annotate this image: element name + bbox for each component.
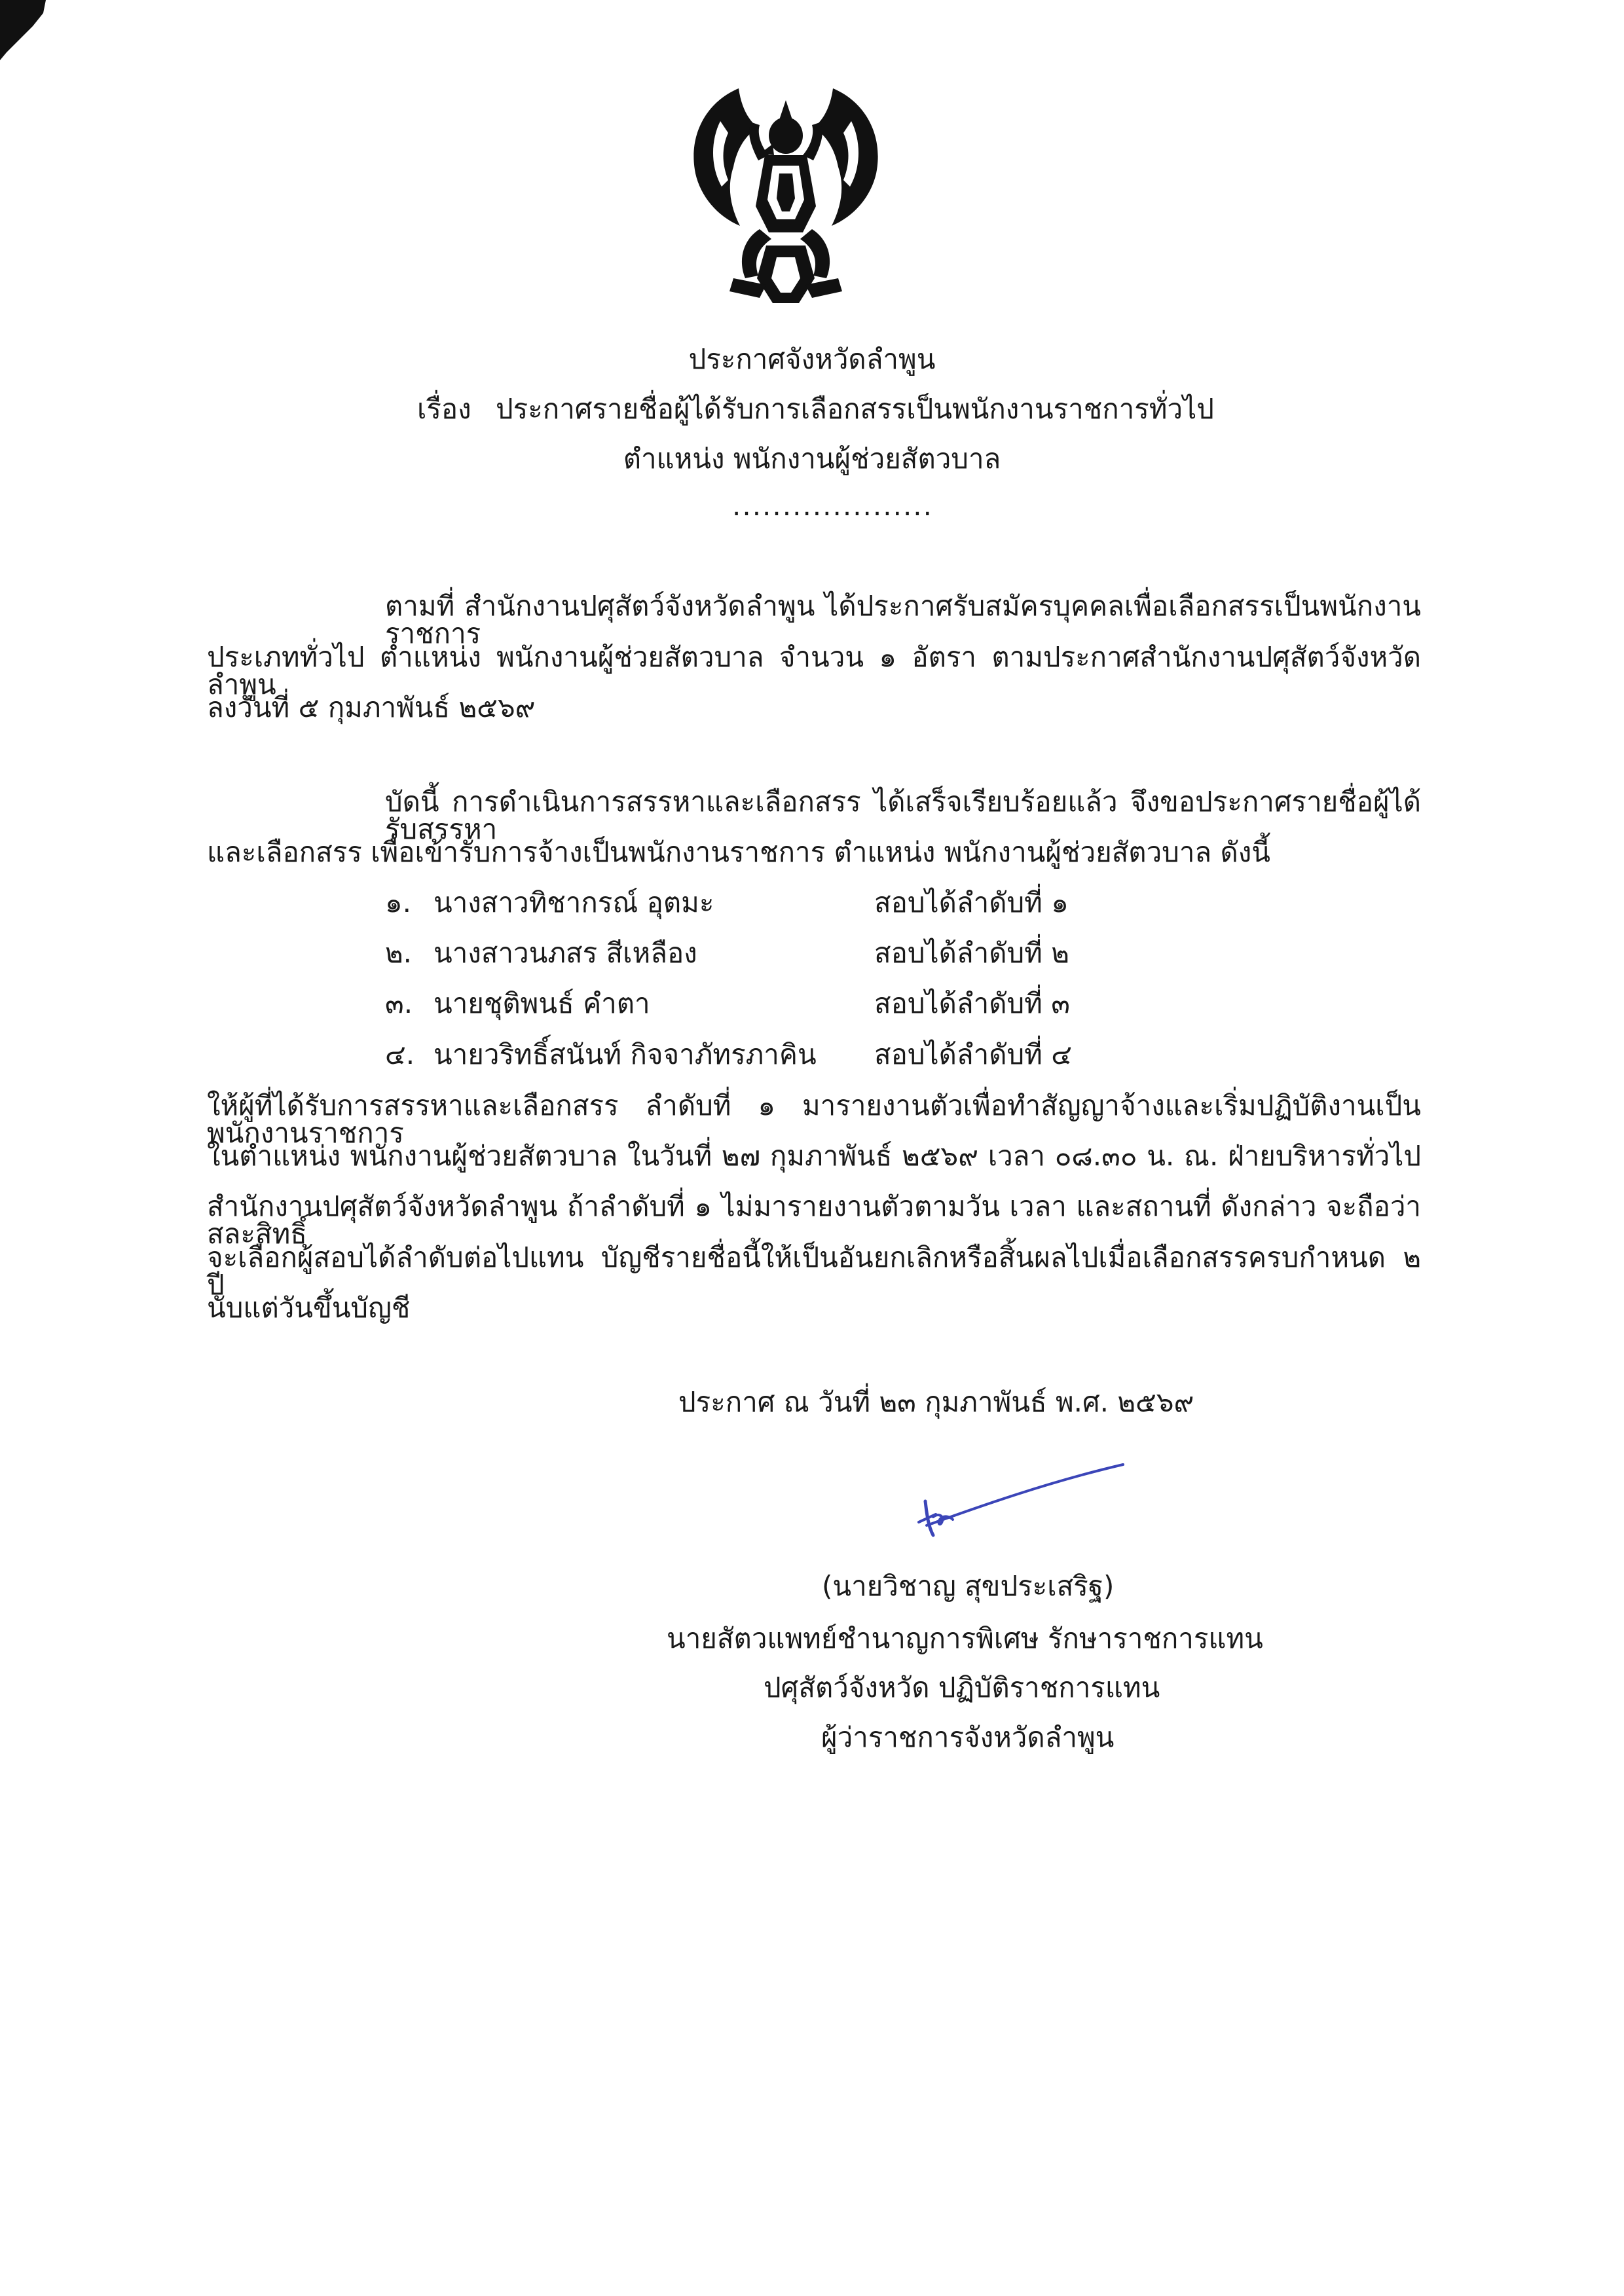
candidate-name: นางสาวทิชากรณ์ อุตมะ	[434, 886, 714, 919]
candidate-rank: สอบได้ลำดับที่ ๒	[874, 937, 1069, 969]
candidate-number: ๒.	[385, 937, 413, 969]
signatory-name: (นายวิชาญ สุขประเสริฐ)	[822, 1570, 1115, 1602]
paragraph-3-line-1: ให้ผู้ที่ได้รับการสรรหาและเลือกสรร ลำดับที่ ๑ มารายงานตัวเพื่อทำสัญญาจ้างและเริ่มปฏิบัติงานเป็นพนักงานราชการ	[207, 1089, 1421, 1149]
header-separator: ....................	[732, 490, 934, 522]
candidate-rank: สอบได้ลำดับที่ ๑	[874, 886, 1069, 919]
paragraph-1-line-2: ประเภททั่วไป ตำแหน่ง พนักงานผู้ช่วยสัตวบาล จำนวน ๑ อัตรา ตามประกาศสำนักงานปศุสัตว์จังหวัดลำพูน	[207, 641, 1421, 701]
subject-label: เรื่อง	[417, 393, 471, 425]
subject-text: ประกาศรายชื่อผู้ได้รับการเลือกสรรเป็นพนักงานราชการทั่วไป	[496, 393, 1214, 425]
candidate-rank: สอบได้ลำดับที่ ๔	[874, 1038, 1072, 1070]
candidate-name: นายวริทธิ์สนันท์ กิจจาภัทรภาคิน	[434, 1038, 817, 1070]
scan-corner-mark	[0, 0, 46, 62]
candidate-rank: สอบได้ลำดับที่ ๓	[874, 987, 1070, 1019]
announcement-title: ประกาศจังหวัดลำพูน	[688, 343, 936, 375]
paragraph-3-line-4: จะเลือกผู้สอบได้ลำดับต่อไปแทน บัญชีรายชื่อนี้ให้เป็นอันยกเลิกหรือสิ้นผลไปเมื่อเลือกสรรครบกำหนด ๒ ปี	[207, 1241, 1421, 1301]
candidate-number: ๓.	[385, 987, 413, 1019]
signatory-title-1: นายสัตวแพทย์ชำนาญการพิเศษ รักษาราชการแทน	[667, 1622, 1263, 1654]
paragraph-1-line-1: ตามที่ สำนักงานปศุสัตว์จังหวัดลำพูน ได้ประกาศรับสมัครบุคคลเพื่อเลือกสรรเป็นพนักงานราชการ	[385, 590, 1421, 649]
paragraph-1-line-3: ลงวันที่ ๕ กุมภาพันธ์ ๒๕๖๙	[207, 691, 536, 723]
candidate-name: นางสาวนภสร สีเหลือง	[434, 937, 697, 969]
candidate-name: นายชุติพนธ์ คำตา	[434, 987, 650, 1019]
paragraph-2-line-2: และเลือกสรร เพื่อเข้ารับการจ้างเป็นพนักงานราชการ ตำแหน่ง พนักงานผู้ช่วยสัตวบาล ดังนี้	[207, 836, 1270, 868]
paragraph-2-line-1: บัดนี้ การดำเนินการสรรหาและเลือกสรร ได้เสร็จเรียบร้อยแล้ว จึงขอประกาศรายชื่อผู้ได้รับสรรหา	[385, 786, 1421, 845]
position-line: ตำแหน่ง พนักงานผู้ช่วยสัตวบาล	[623, 443, 1001, 475]
signatory-title-2: ปศุสัตว์จังหวัด ปฏิบัติราชการแทน	[764, 1671, 1160, 1704]
candidate-number: ๔.	[385, 1038, 415, 1070]
candidate-number: ๑.	[385, 886, 412, 919]
paragraph-3-line-5: นับแต่วันขึ้นบัญชี	[207, 1292, 411, 1324]
paragraph-3-line-3: สำนักงานปศุสัตว์จังหวัดลำพูน ถ้าลำดับที่ ๑ ไม่มารายงานตัวตามวัน เวลา และสถานที่ ดังกล่าว จะถือว่าสละสิทธิ์	[207, 1190, 1421, 1250]
paragraph-3-line-2: ในตำแหน่ง พนักงานผู้ช่วยสัตวบาล ในวันที่ ๒๗ กุมภาพันธ์ ๒๕๖๙ เวลา ๐๘.๓๐ น. ณ. ฝ่ายบริหารทั่วไป	[207, 1140, 1421, 1172]
announcement-date: ประกาศ ณ วันที่ ๒๓ กุมภาพันธ์ พ.ศ. ๒๕๖๙	[678, 1386, 1194, 1418]
signature-image	[913, 1457, 1136, 1558]
signatory-title-3: ผู้ว่าราชการจังหวัดลำพูน	[821, 1721, 1115, 1753]
garuda-emblem	[681, 82, 891, 308]
